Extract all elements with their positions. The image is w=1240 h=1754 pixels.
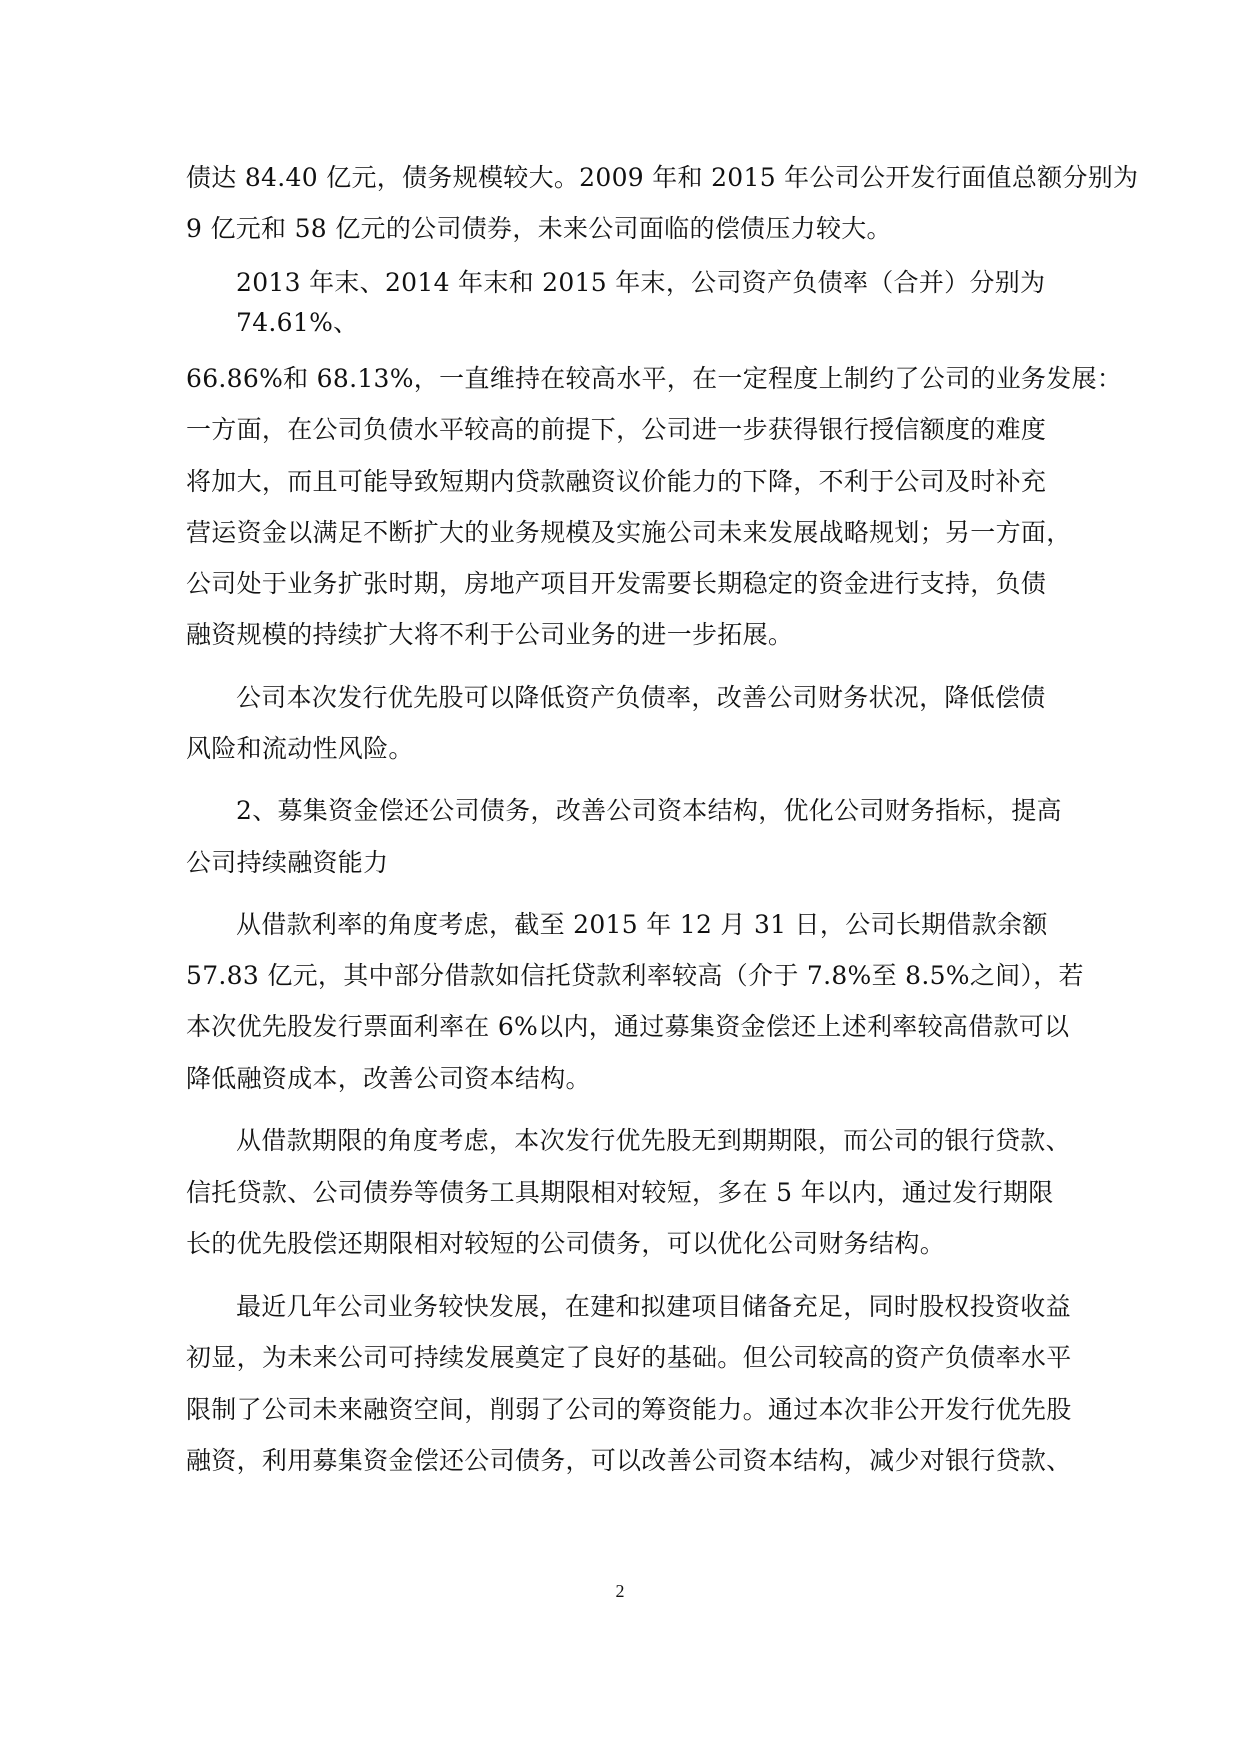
text-line: 融资规模的持续扩大将不利于公司业务的进一步拓展。	[186, 620, 794, 649]
text-line: 公司持续融资能力	[186, 848, 389, 877]
text-line: 公司本次发行优先股可以降低资产负债率，改善公司财务状况，降低偿债	[236, 683, 1046, 712]
text-line: 长的优先股偿还期限相对较短的公司债务，可以优化公司财务结构。	[186, 1229, 946, 1258]
text-line: 66.86%和 68.13%，一直维持在较高水平，在一定程度上制约了公司的业务发展：	[186, 364, 1123, 393]
text-line: 最近几年公司业务较快发展，在建和拟建项目储备充足，同时股权投资收益	[236, 1292, 1071, 1321]
text-line: 降低融资成本，改善公司资本结构。	[186, 1064, 591, 1093]
page-number: 2	[615, 1581, 625, 1601]
text-line: 限制了公司未来融资空间，削弱了公司的筹资能力。通过本次非公开发行优先股	[186, 1395, 1072, 1424]
text-line: 信托贷款、公司债券等债务工具期限相对较短，多在 5 年以内，通过发行期限	[186, 1178, 1054, 1207]
text-line: 57.83 亿元，其中部分借款如信托贷款利率较高（介于 7.8%至 8.5%之间），若	[186, 961, 1084, 990]
text-line: 本次优先股发行票面利率在 6%以内，通过募集资金偿还上述利率较高借款可以	[186, 1012, 1070, 1041]
text-line: 风险和流动性风险。	[186, 734, 414, 763]
text-line: 债达 84.40 亿元，债务规模较大。2009 年和 2015 年公司公开发行面值总额分别为	[186, 163, 1139, 192]
text-line: 公司处于业务扩张时期，房地产项目开发需要长期稳定的资金进行支持，负债	[186, 569, 1047, 598]
text-line: 从借款期限的角度考虑，本次发行优先股无到期期限，而公司的银行贷款、	[236, 1126, 1071, 1155]
text-line: 2、募集资金偿还公司债务，改善公司资本结构，优化公司财务指标，提高	[236, 796, 1062, 825]
text-line: 营运资金以满足不断扩大的业务规模及实施公司未来发展战略规划；另一方面，	[186, 518, 1072, 547]
text-line: 74.61%、	[236, 308, 359, 337]
text-line: 2013 年末、2014 年末和 2015 年末，公司资产负债率（合并）分别为	[236, 268, 1046, 297]
text-line: 一方面，在公司负债水平较高的前提下，公司进一步获得银行授信额度的难度	[186, 415, 1047, 444]
text-line: 9 亿元和 58 亿元的公司债券，未来公司面临的偿债压力较大。	[186, 214, 892, 243]
text-line: 初显，为未来公司可持续发展奠定了良好的基础。但公司较高的资产负债率水平	[186, 1343, 1072, 1372]
text-line: 从借款利率的角度考虑，截至 2015 年 12 月 31 日，公司长期借款余额	[236, 910, 1048, 939]
text-line: 融资，利用募集资金偿还公司债务，可以改善公司资本结构，减少对银行贷款、	[186, 1446, 1072, 1475]
text-line: 将加大，而且可能导致短期内贷款融资议价能力的下降，不利于公司及时补充	[186, 467, 1047, 496]
